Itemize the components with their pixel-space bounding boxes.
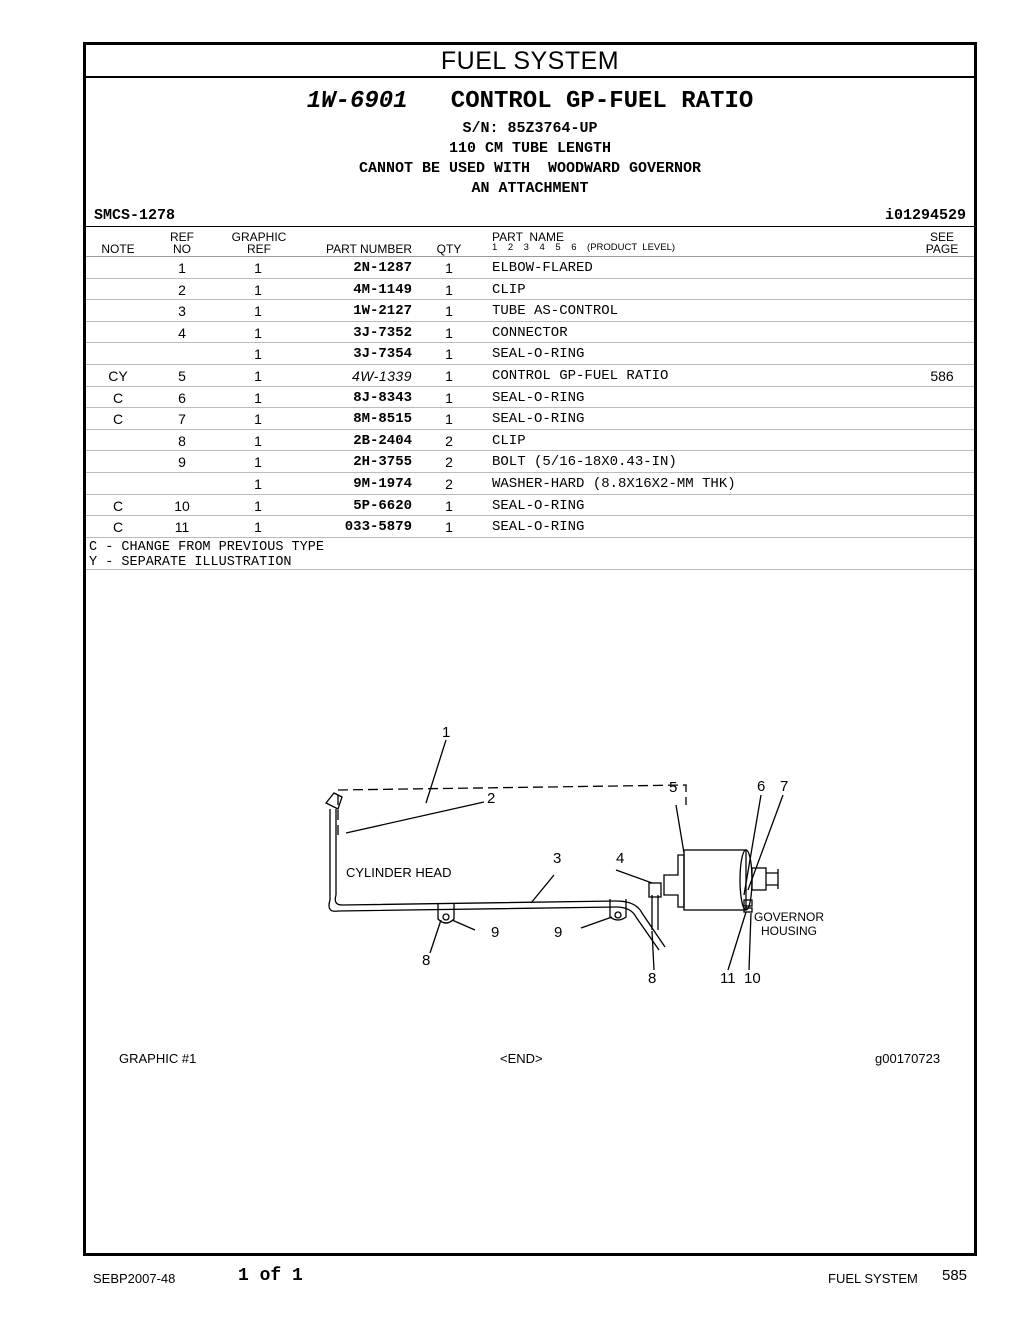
qty-cell: 1 xyxy=(445,281,453,298)
leader-9a xyxy=(452,920,475,930)
leader-11 xyxy=(728,912,746,970)
leader-8a xyxy=(430,920,441,953)
callout-1: 1 xyxy=(442,724,451,741)
leader-9b xyxy=(581,917,612,928)
ref-cell: 2 xyxy=(178,281,186,298)
title-block xyxy=(86,85,974,199)
graphic-ref-cell: 1 xyxy=(254,497,262,514)
part-number-cell[interactable]: 3J-7352 xyxy=(353,324,412,341)
control-boss xyxy=(752,868,766,890)
qty-cell: 1 xyxy=(445,389,453,406)
callout-11: 11 xyxy=(720,970,736,987)
graphic-number: GRAPHIC #1 xyxy=(119,1051,197,1066)
section-header: FUEL SYSTEM xyxy=(86,45,974,78)
illustration-id: i01294529 xyxy=(884,207,966,224)
table-row xyxy=(86,473,974,495)
leader-1 xyxy=(426,740,446,803)
qty-cell: 1 xyxy=(445,519,453,536)
part-name-cell: BOLT (5/16-18X0.43-IN) xyxy=(492,454,677,471)
part-number-cell[interactable]: 2H-3755 xyxy=(353,454,412,471)
graphic-ref-cell: 1 xyxy=(254,454,262,471)
qty-cell: 1 xyxy=(445,324,453,341)
callout-2: 2 xyxy=(487,790,496,807)
graphic-ref-cell: 1 xyxy=(254,368,262,384)
leader-8b xyxy=(652,931,654,970)
part-number-cell[interactable]: 5P-6620 xyxy=(353,497,412,514)
callout-9: 9 xyxy=(554,924,563,941)
table-row xyxy=(86,300,974,322)
callout-4: 4 xyxy=(616,850,625,867)
page-frame xyxy=(83,42,977,1256)
qty-cell: 1 xyxy=(445,497,453,514)
part-number-cell[interactable]: 8J-8343 xyxy=(353,389,412,406)
graphic-ref-cell: 1 xyxy=(254,389,262,406)
legend xyxy=(89,540,324,570)
col-ref-top: REF xyxy=(170,230,194,244)
table-row xyxy=(86,495,974,517)
leader-2 xyxy=(346,802,484,833)
part-name-cell: ELBOW-FLARED xyxy=(492,260,593,276)
clip-left-bolt xyxy=(443,914,449,920)
col-part-number: PART NUMBER xyxy=(325,242,412,256)
group-name: CONTROL GP-FUEL RATIO xyxy=(450,88,754,115)
ref-cell: 9 xyxy=(178,454,186,471)
ref-cell: 1 xyxy=(178,260,186,276)
divider xyxy=(86,226,974,227)
table-row xyxy=(86,343,974,365)
qty-cell: 1 xyxy=(445,368,453,384)
table-row xyxy=(86,365,974,387)
part-number-cell[interactable]: 2N-1287 xyxy=(353,260,412,276)
graphic-ref-cell: 1 xyxy=(254,303,262,320)
legend-line: Y - SEPARATE ILLUSTRATION xyxy=(89,555,292,570)
see-page-cell[interactable]: 586 xyxy=(930,368,954,384)
col-part-name: PART NAME xyxy=(492,230,565,244)
part-name-cell: SEAL-O-RING xyxy=(492,389,585,406)
clip-right-bolt xyxy=(615,912,621,918)
ref-cell: 5 xyxy=(178,368,186,384)
qty-cell: 2 xyxy=(445,454,453,471)
note-cell: C xyxy=(112,411,124,428)
cylinder-head-label: CYLINDER HEAD xyxy=(346,865,452,880)
part-number-cell[interactable]: 4W-1339 xyxy=(351,368,412,384)
callout-9: 9 xyxy=(491,924,500,941)
graphic-id: g00170723 xyxy=(875,1051,941,1066)
table-row xyxy=(86,322,974,344)
footer-page-number: 585 xyxy=(942,1267,968,1284)
ref-cell: 11 xyxy=(174,519,190,536)
callout-7: 7 xyxy=(780,778,789,795)
smcs-code: SMCS-1278 xyxy=(94,207,176,224)
part-name-cell: CLIP xyxy=(492,432,526,449)
divider xyxy=(86,569,974,570)
table-row xyxy=(86,430,974,452)
note-cell: C xyxy=(112,519,124,536)
graphic-ref-cell: 1 xyxy=(254,260,262,276)
footer-doc-number: SEBP2007-48 xyxy=(93,1271,176,1286)
attachment-line: AN ATTACHMENT xyxy=(471,180,589,197)
part-name-cell: CLIP xyxy=(492,281,526,298)
end-marker: <END> xyxy=(500,1051,543,1066)
part-name-cell: SEAL-O-RING xyxy=(492,519,585,536)
table-row xyxy=(86,451,974,473)
note-cell: C xyxy=(112,389,124,406)
housing-label: HOUSING xyxy=(761,924,818,938)
graphic-ref-cell: 1 xyxy=(254,432,262,449)
ref-cell: 4 xyxy=(178,324,186,341)
col-see-bottom: PAGE xyxy=(925,242,959,256)
connector xyxy=(649,883,661,897)
control-body xyxy=(684,850,746,910)
leader-3 xyxy=(531,875,554,903)
graphic-ref-cell: 1 xyxy=(254,519,262,536)
leader-5 xyxy=(676,805,684,853)
part-number-cell[interactable]: 2B-2404 xyxy=(353,432,412,449)
graphic-ref-cell: 1 xyxy=(254,411,262,428)
part-name-cell: CONTROL GP-FUEL RATIO xyxy=(492,368,669,384)
col-graphic-top: GRAPHIC xyxy=(231,230,287,244)
callout-3: 3 xyxy=(553,850,562,867)
part-name-cell: TUBE AS-CONTROL xyxy=(492,303,619,320)
table-row xyxy=(86,387,974,409)
graphic-ref-cell: 1 xyxy=(254,346,262,363)
note-cell: C xyxy=(112,497,124,514)
tube-horizontal-inner xyxy=(335,895,616,905)
footer-page-count: 1 of 1 xyxy=(238,1266,303,1286)
table-row xyxy=(86,257,974,279)
qty-cell: 2 xyxy=(445,432,453,449)
ref-cell: 3 xyxy=(178,303,186,320)
note-cell: CY xyxy=(108,368,128,384)
parts-illustration xyxy=(286,685,825,987)
leader-4 xyxy=(616,870,652,883)
col-see-top: SEE xyxy=(929,230,954,244)
cylinder-head-outline xyxy=(338,785,686,835)
graphic-ref-cell: 1 xyxy=(254,324,262,341)
qty-cell: 1 xyxy=(445,411,453,428)
qty-cell: 1 xyxy=(445,260,453,276)
serial-line: S/N: 85Z3764-UP xyxy=(462,120,598,137)
callout-5: 5 xyxy=(669,779,678,796)
part-number-cell[interactable]: 9M-1974 xyxy=(353,476,412,492)
tube-length-line: 110 CM TUBE LENGTH xyxy=(448,140,612,157)
part-number-cell[interactable]: 1W-2127 xyxy=(353,303,412,320)
part-name-cell: SEAL-O-RING xyxy=(492,346,585,363)
graphic-ref-cell: 1 xyxy=(254,476,262,492)
graphic-ref-cell: 1 xyxy=(254,281,262,298)
control-stub xyxy=(766,869,778,889)
qty-cell: 2 xyxy=(445,476,453,492)
part-name-cell: SEAL-O-RING xyxy=(492,497,585,514)
restriction-line: CANNOT BE USED WITH WOODWARD GOVERNOR xyxy=(358,160,702,177)
group-title xyxy=(86,85,974,119)
part-name-cell: SEAL-O-RING xyxy=(492,411,585,428)
part-number-cell[interactable]: 8M-8515 xyxy=(353,411,412,428)
part-number-cell[interactable]: 3J-7354 xyxy=(353,346,412,363)
part-number-cell[interactable]: 4M-1149 xyxy=(353,281,412,298)
tube-riser xyxy=(652,895,658,930)
callout-8: 8 xyxy=(648,970,657,987)
col-qty: QTY xyxy=(436,242,462,256)
part-number-cell[interactable]: 033-5879 xyxy=(344,519,412,536)
elbow xyxy=(326,793,342,809)
callout-10: 10 xyxy=(744,970,761,987)
callout-6: 6 xyxy=(757,778,766,795)
legend-line: C - CHANGE FROM PREVIOUS TYPE xyxy=(89,540,324,555)
governor-label: GOVERNOR xyxy=(754,910,825,924)
group-part-number[interactable]: 1W-6901 xyxy=(306,88,408,115)
ref-cell: 8 xyxy=(178,432,186,449)
col-graphic-bottom: REF xyxy=(247,242,271,256)
col-product-level: 1 2 3 4 5 6 (PRODUCT LEVEL) xyxy=(492,242,676,253)
table-row xyxy=(86,279,974,301)
control-flange xyxy=(664,855,684,907)
ref-cell: 6 xyxy=(178,389,186,406)
callout-8: 8 xyxy=(422,952,431,969)
col-note: NOTE xyxy=(101,242,135,256)
part-name-cell: CONNECTOR xyxy=(492,324,568,341)
footer-section: FUEL SYSTEM xyxy=(828,1271,918,1286)
leader-10 xyxy=(749,913,751,970)
qty-cell: 1 xyxy=(445,346,453,363)
elbow-neck xyxy=(330,809,336,825)
col-ref-bottom: NO xyxy=(173,242,191,256)
part-name-cell: WASHER-HARD (8.8X16X2-MM THK) xyxy=(492,476,736,492)
qty-cell: 1 xyxy=(445,303,453,320)
table-row xyxy=(86,516,974,538)
ref-cell: 10 xyxy=(174,497,190,514)
ref-cell: 7 xyxy=(178,411,186,428)
table-row xyxy=(86,408,974,430)
